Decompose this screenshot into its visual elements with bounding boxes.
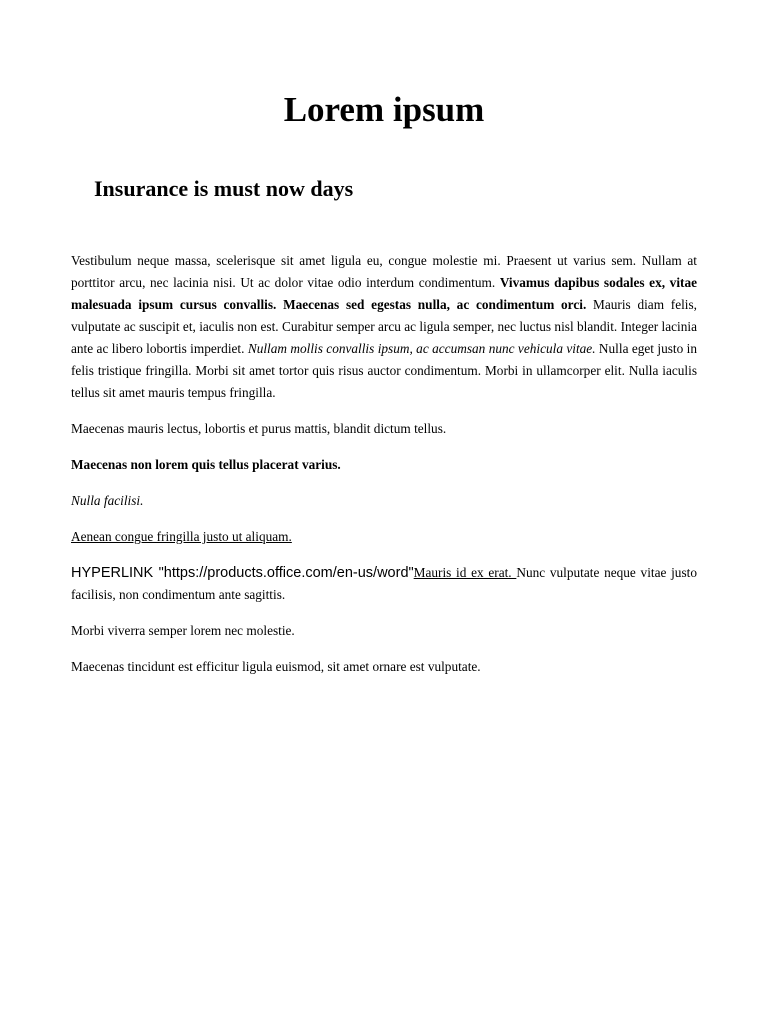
paragraph-7: Morbi viverra semper lorem nec molestie. bbox=[71, 623, 295, 638]
hyperlink-field-code: HYPERLINK "https://products.office.com/en-us/word" bbox=[71, 565, 414, 581]
paragraph-3-bold: Maecenas non lorem quis tellus placerat varius. bbox=[71, 457, 341, 472]
paragraph-6 bbox=[71, 562, 697, 606]
document-body bbox=[71, 250, 697, 692]
paragraph-1-run-5: Nulla eget justo in felis tristique fringilla. Morbi sit amet tortor quis risus auctor condimentum. Morbi in ullamcorper elit. Nulla iaculis tellus sit amet mauris tempus fringilla. bbox=[71, 341, 697, 400]
document-title: Lorem ipsum bbox=[283, 90, 485, 129]
hyperlink-text[interactable]: Mauris id ex erat. bbox=[413, 565, 517, 580]
paragraph-2: Maecenas mauris lectus, lobortis et purus mattis, blandit dictum tellus. bbox=[71, 421, 447, 436]
paragraph-5 bbox=[71, 526, 697, 548]
document-subtitle: Insurance is must now days bbox=[94, 176, 354, 201]
paragraph-5-underlined: Aenean congue fringilla justo ut aliquam. bbox=[71, 529, 292, 544]
paragraph-1-run-3: Mauris diam felis, vulputate ac suscipit et, iaculis non est. Curabitur semper arcu ac ligula semper, nec luctus nisl blandit. Integer lacinia ante ac libero lobortis imperdiet. bbox=[71, 297, 697, 356]
paragraph-1-italic-run: Nullam mollis convallis ipsum, ac accumsan nunc vehicula vitae. bbox=[247, 341, 596, 356]
paragraph-6-rest: Nunc vulputate neque vitae justo facilisis, non condimentum ante sagittis. bbox=[71, 565, 697, 602]
paragraph-4-italic: Nulla facilisi. bbox=[71, 493, 144, 508]
paragraph-1-run-1: Vestibulum neque massa, scelerisque sit amet ligula eu, congue molestie mi. Praesent ut varius sem. Nullam at porttitor arcu, nec lacinia nisi. Ut ac dolor vitae odio interdum condimentum. bbox=[71, 253, 697, 290]
paragraph-1 bbox=[71, 250, 697, 404]
paragraph-1-bold-run: Vivamus dapibus sodales ex, vitae malesuada ipsum cursus convallis. Maecenas sed egestas nulla, ac condimentum orci. bbox=[71, 275, 697, 312]
paragraph-8: Maecenas tincidunt est efficitur ligula euismod, sit amet ornare est vulputate. bbox=[71, 659, 481, 674]
